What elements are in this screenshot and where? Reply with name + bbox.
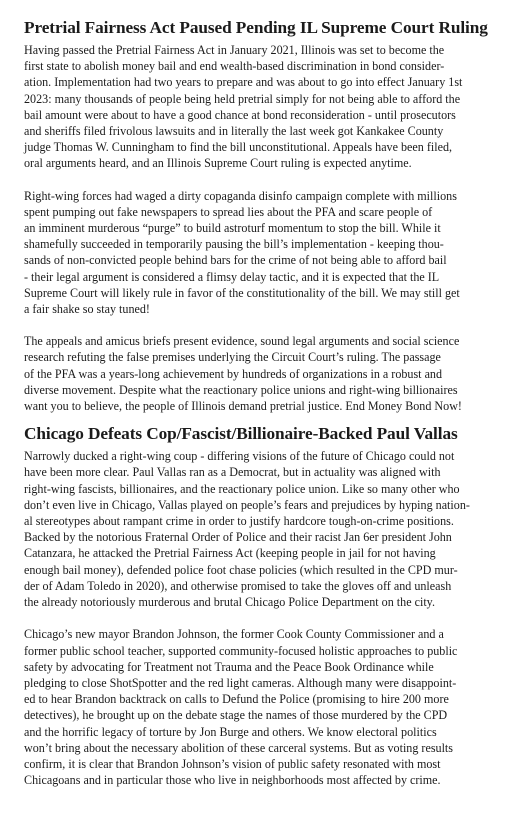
text-line: ation. Implementation had two years to prepare and was about to go into effect January 1st [24, 75, 463, 90]
section-gap [24, 414, 508, 423]
text-line: a fair shake so stay tuned! [24, 302, 150, 317]
article-pretrial-fairness [24, 17, 508, 414]
text-line: diverse movement. Despite what the reactionary police unions and right-wing billionaires [24, 382, 458, 397]
text-line: former public school teacher, supported community-focused holistic approaches to public [24, 643, 458, 658]
article-paragraph [24, 42, 508, 172]
text-line: The appeals and amicus briefs present evidence, sound legal arguments and social science [24, 334, 460, 349]
text-line: shamefully succeeded in temporarily pausing the bill’s implementation - keeping thou- [24, 237, 444, 252]
paragraph-gap [24, 317, 508, 333]
article-paragraph [24, 188, 508, 318]
text-line: ed to hear Brandon backtrack on calls to Defund the Police (promising to hire 200 more [24, 692, 449, 707]
text-line: Chicago’s new mayor Brandon Johnson, the former Cook County Commissioner and a [24, 627, 444, 642]
text-line: pledging to close ShotSpotter and the red light cameras. Although many were disappoint- [24, 675, 457, 690]
text-line: - their legal argument is considered a flimsy delay tactic, and it is expected that the IL [24, 269, 440, 284]
text-line: 2023: many thousands of people being held pretrial simply for not being able to afford the [24, 91, 461, 106]
text-line: der of Adam Toledo in 2020), and otherwise promised to take the gloves off and unleash [24, 578, 452, 593]
text-line: safety by advocating for Treatment not Trauma and the Peace Book Ordinance while [24, 659, 434, 674]
text-line: oral arguments heard, and an Illinois Supreme Court ruling is expected anytime. [24, 156, 412, 171]
text-line: Narrowly ducked a right-wing coup - differing visions of the future of Chicago could not [24, 449, 455, 464]
text-line: an imminent murderous “purge” to build astroturf momentum to stop the bill. While it [24, 221, 441, 236]
text-line: and sheriffs filed frivolous lawsuits and in literally the last week got Kankakee County [24, 124, 444, 139]
text-line: Chicagoans and in particular those who live in neighborhoods most affected by crime. [24, 773, 441, 788]
text-line: spent pumping out fake newspapers to spread lies about the PFA and scare people of [24, 204, 433, 219]
text-line: detectives), he brought up on the debate stage the names of those murdered by the CPD [24, 708, 448, 723]
paragraph-gap [24, 610, 508, 626]
document-page [24, 17, 508, 788]
text-line: and the horrific legacy of torture by Jon Burge and others. We know electoral politics [24, 724, 437, 739]
text-line: won’t bring about the necessary abolition of these carceral systems. But as voting results [24, 740, 454, 755]
paragraph-gap [24, 172, 508, 188]
text-line: sands of non-convicted people behind bars for the crime of not being able to afford bail [24, 253, 447, 268]
article-paragraph [24, 626, 508, 788]
article-title: Chicago Defeats Cop/Fascist/Billionaire-Backed Paul Vallas [24, 424, 458, 444]
text-line: Backed by the notorious Fraternal Order of Police and their racist Jan 6er president John [24, 530, 452, 545]
text-line: have been more clear. Paul Vallas ran as a Democrat, but in actuality was aligned with [24, 465, 441, 480]
text-line: the already notoriously murderous and brutal Chicago Police Department on the city. [24, 595, 435, 610]
article-title: Pretrial Fairness Act Paused Pending IL Supreme Court Ruling [24, 18, 488, 37]
text-line: right-wing fascists, billionaires, and the reactionary police union. Like so many other who [24, 481, 460, 496]
text-line: Catanzara, he attacked the Pretrial Fairness Act (keeping people in jail for not having [24, 546, 436, 561]
text-line: want you to believe, the people of Illinois demand pretrial justice. End Money Bond Now! [24, 399, 462, 414]
text-line: Right-wing forces had waged a dirty copaganda disinfo campaign complete with millions [24, 188, 457, 203]
text-line: research refuting the false premises underlying the Circuit Court’s ruling. The passage [24, 350, 441, 365]
text-line: bail amount were about to have a good chance at bond reconsideration - until prosecutors [24, 107, 456, 122]
text-line: al stereotypes about rampant crime in order to justify hardcore tough-on-crime positions. [24, 514, 454, 529]
text-line: confirm, it is clear that Brandon Johnson’s vision of public safety resonated with most [24, 756, 441, 771]
text-line: first state to abolish money bail and end wealth-based discrimination in bond consider- [24, 59, 445, 74]
article-chicago-election [24, 423, 508, 788]
text-line: of the PFA was a years-long achievement by hundreds of organizations in a robust and [24, 366, 443, 381]
text-line: judge Thomas W. Cunningham to find the bill unconstitutional. Appeals have been filed, [24, 140, 453, 155]
text-line: Having passed the Pretrial Fairness Act in January 2021, Illinois was set to become the [24, 43, 445, 57]
article-paragraph [24, 333, 508, 414]
text-line: don’t even live in Chicago, Vallas played on people’s fears and prejudices by hyping nation- [24, 497, 470, 512]
text-line: Supreme Court will likely rule in favor of the constitutionality of the bill. We may still get [24, 285, 460, 300]
text-line: enough bail money), defended police foot chase policies (which resulted in the CPD mur- [24, 562, 458, 577]
article-paragraph [24, 448, 508, 610]
